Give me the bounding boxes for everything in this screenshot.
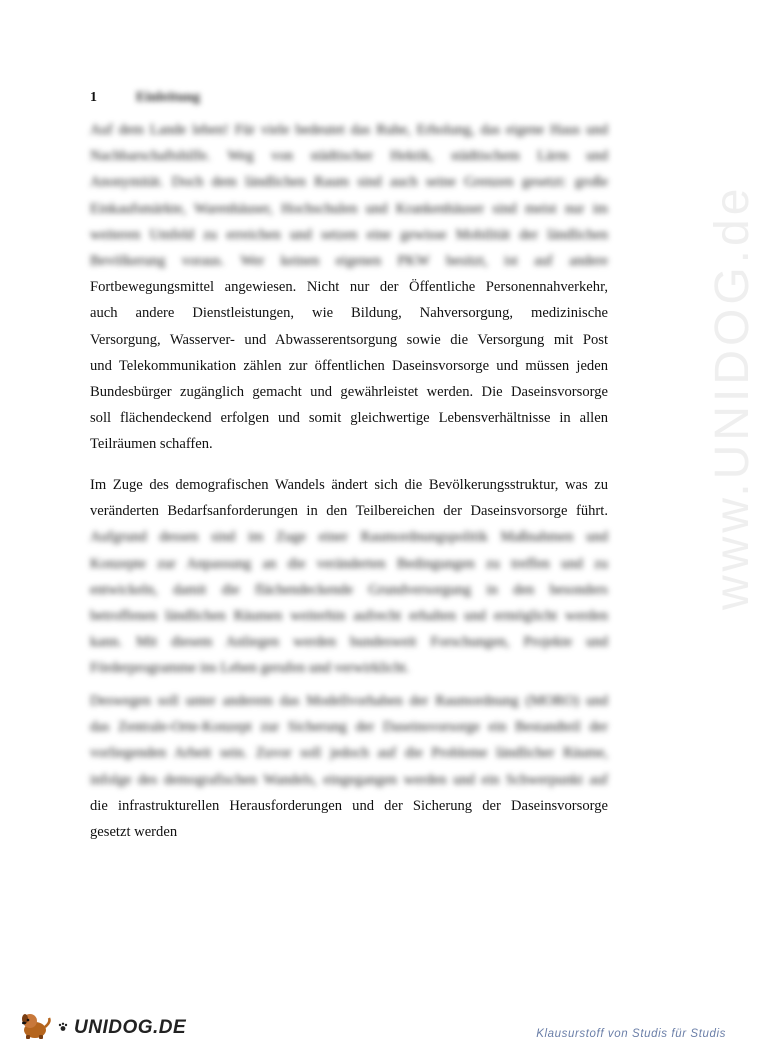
- text-line: betroffenen ländlichen Räumen weiterhin aufrecht erhalten und ermöglicht werden: [90, 608, 608, 625]
- logo-text: UNIDOG.DE: [74, 1016, 187, 1038]
- text-line: Bevölkerung voraus. Wer keinen eigenen PKW besitzt, ist auf andere: [90, 253, 608, 270]
- section-number: 1: [90, 90, 98, 105]
- text-line: soll flächendeckend erfolgen und somit gleichwertige Lebensverhältnisse in allen: [90, 410, 608, 427]
- text-line: veränderten Bedarfsanforderungen in den Teilbereichen der Daseinsvorsorge führt.: [90, 503, 608, 520]
- paw-icon: [58, 1019, 68, 1037]
- text-line: Auf dem Lande leben! Für viele bedeutet das Ruhe, Erholung, das eigene Haus und: [90, 122, 608, 138]
- section-title: Einleitung: [136, 90, 201, 105]
- text-line: kann. Mit diesem Anliegen werden bundesweit Forschungen, Projekte und: [90, 634, 608, 651]
- text-line: Konzepte zur Anpassung an die veränderten Bedingungen zu treffen und zu: [90, 555, 608, 572]
- unidog-logo[interactable]: [20, 1010, 186, 1045]
- text-line: das Zentrale-Orte-Konzept zur Sicherung der Daseinsvorsorge ein Bestandteil der: [90, 719, 608, 736]
- text-line: und Telekommunikation zählen zur öffentlichen Daseinsvorsorge und müssen jeden: [90, 357, 608, 374]
- text-line: Bundesbürger zugänglich gemacht und gewährleistet werden. Die Daseinsvorsorge: [90, 384, 608, 401]
- text-line: entwickeln, damit die flächendeckende Grundversorgung in den besonders: [90, 581, 608, 598]
- paragraph-1: [90, 117, 608, 458]
- text-line: vorliegenden Arbeit sein. Zuvor soll jedoch auf die Probleme ländlicher Räume,: [90, 745, 608, 762]
- section-heading: [90, 90, 200, 106]
- text-line: Fortbewegungsmittel angewiesen. Nicht nur der Öffentliche Personennahverkehr,: [90, 279, 608, 296]
- text-line: Versorgung, Wasserver- und Abwasserentsorgung sowie die Versorgung mit Post: [90, 331, 608, 348]
- text-line: Anonymität. Doch dem ländlichen Raum sind auch seine Grenzen gesetzt: große: [90, 174, 608, 191]
- text-line: infolge des demografischen Wandels, eingegangen werden und ein Schwerpunkt auf: [90, 771, 608, 788]
- text-line: auch andere Dienstleistungen, wie Bildung, Nahversorgung, medizinische: [90, 305, 608, 322]
- text-line: weiteren Umfeld zu erreichen und setzen eine gewisse Mobilität der ländlichen: [90, 226, 608, 243]
- paragraph-3: [90, 688, 608, 845]
- text-line: Nachbarschaftshilfe. Weg von städtischer Hektik, städtischem Lärm und: [90, 148, 608, 165]
- footer-tagline: Klausurstoff von Studis für Studis: [536, 1028, 726, 1040]
- text-line: die infrastrukturellen Herausforderungen und der Sicherung der Daseinsvorsorge: [90, 797, 608, 814]
- text-line: gesetzt werden: [90, 824, 178, 841]
- text-line: Einkaufsmärkte, Warenhäuser, Hochschulen und Krankenhäuser sind meist nur im: [90, 200, 608, 217]
- watermark: www.UNIDOG.de: [706, 184, 759, 610]
- paragraph-2: [90, 472, 608, 682]
- text-line: Teilräumen schaffen.: [90, 436, 213, 453]
- text-line: Förderprogramme ins Leben gerufen und verwirklicht.: [90, 660, 410, 677]
- text-line: Aufgrund dessen sind im Zuge einer Raumordnungspolitik Maßnahmen und: [90, 529, 608, 546]
- dog-mascot-icon: [20, 1010, 52, 1045]
- text-line: Im Zuge des demografischen Wandels ändert sich die Bevölkerungsstruktur, was zu: [90, 477, 608, 493]
- text-line: Deswegen soll unter anderem das Modellvorhaben der Raumordnung (MORO) und: [90, 693, 608, 709]
